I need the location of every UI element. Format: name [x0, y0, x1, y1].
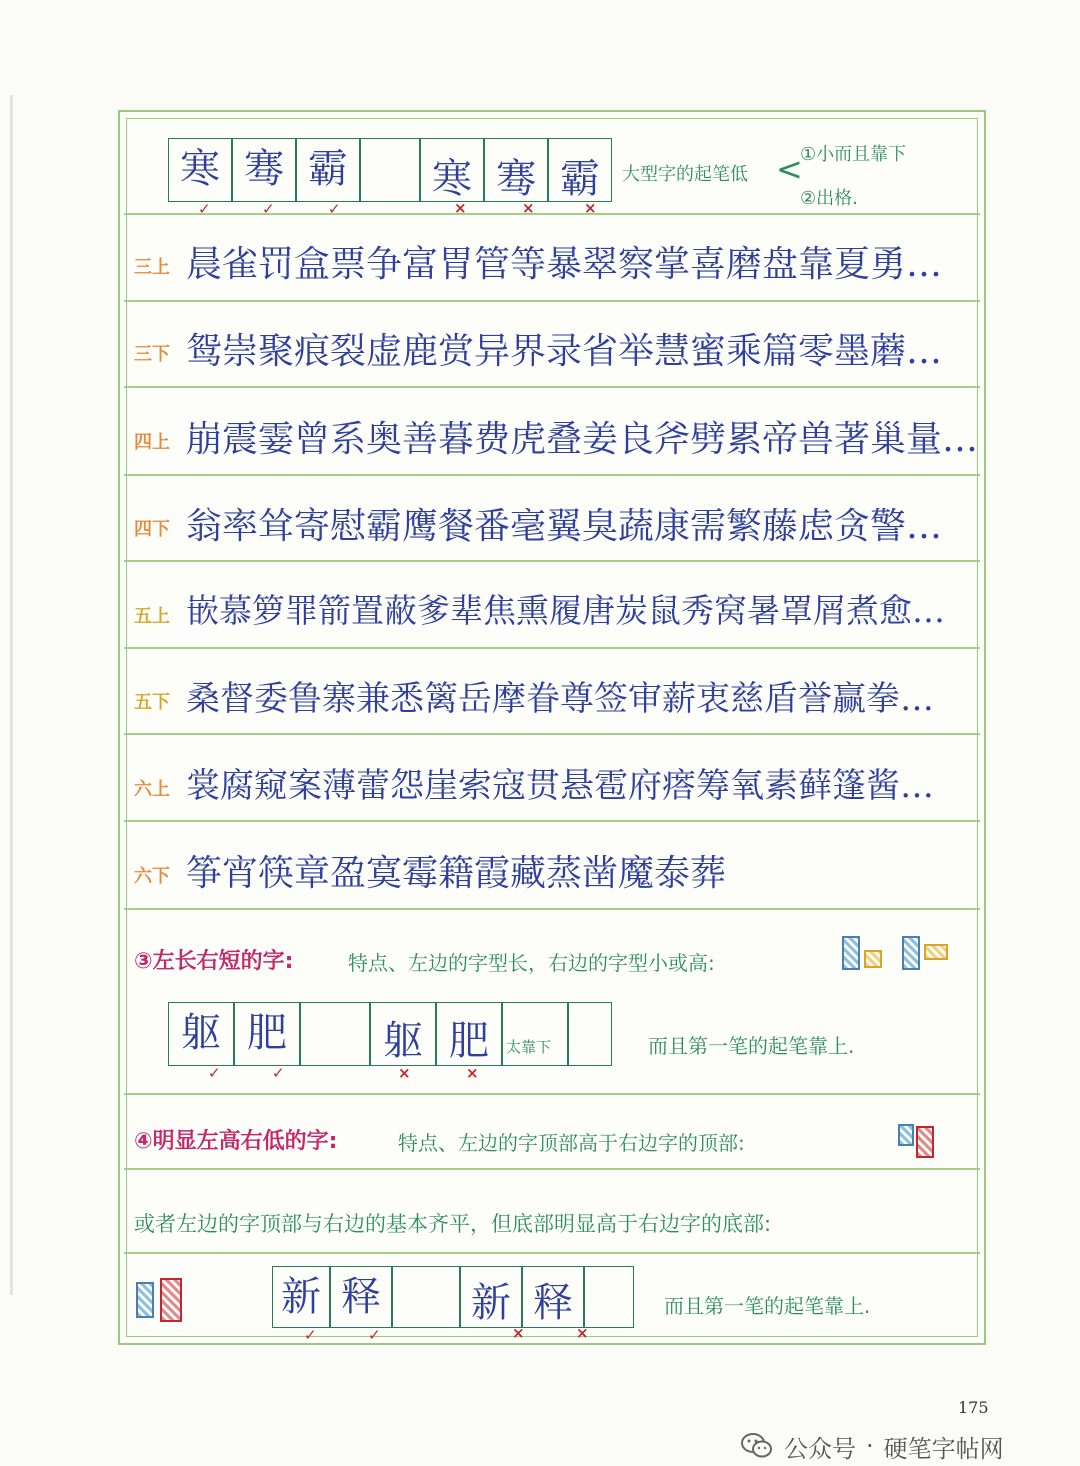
section4-title: ④明显左高右低的字:	[134, 1129, 338, 1154]
check-mark-icon: ✓	[198, 200, 211, 218]
brace-icon: <	[776, 150, 803, 188]
section3-desc: 特点、左边的字型长，右边的字型小或高:	[348, 951, 715, 975]
section3-note: 而且第一笔的起笔靠上.	[648, 1034, 855, 1058]
section4-desc2: 或者左边的字顶部与右边的基本齐平，但底部明显高于右边字的底部:	[134, 1212, 772, 1236]
row-label: 五下	[134, 692, 170, 713]
grid-cell-good: 躯	[168, 1002, 234, 1066]
wide-box-icon	[924, 944, 948, 960]
grid-cell-bad: 躯	[370, 1002, 436, 1066]
row-characters: 鸳崇聚痕裂虚鹿赏异界录省举慧蜜乘篇零墨蘑…	[186, 331, 943, 372]
cross-mark-icon: ×	[466, 1064, 479, 1082]
row-characters: 桑督委鲁寨兼悉篱岳摩眷尊签审薪衷慈盾誉赢拳…	[186, 679, 934, 719]
grid-cell-empty	[360, 138, 420, 202]
wechat-icon	[740, 1431, 774, 1461]
row-divider	[124, 386, 980, 388]
check-mark-icon: ✓	[304, 1326, 317, 1344]
row-divider	[124, 1093, 980, 1095]
row-characters: 翁率耸寄慰霸鹰餐番毫翼臭蔬康需繁藤虑贪警…	[186, 506, 943, 547]
row-label: 五上	[134, 606, 170, 627]
red-box-icon	[916, 1126, 934, 1158]
grid-cell-empty	[568, 1002, 612, 1066]
grid-cell-bad: 寒	[420, 138, 484, 202]
example1-point-2: ②出格.	[800, 188, 858, 209]
grid-cell-bad: 释	[522, 1266, 584, 1328]
row-label: 六上	[134, 779, 170, 800]
row-divider	[124, 1168, 980, 1170]
example1-note: 大型字的起笔低	[622, 164, 748, 185]
section3-title: ③左长右短的字:	[134, 949, 294, 974]
row-label: 三下	[134, 344, 170, 365]
short-box-icon	[864, 950, 882, 968]
row-divider	[124, 300, 980, 302]
grid-cell-bad: 新	[460, 1266, 522, 1328]
cross-mark-icon: ×	[512, 1324, 525, 1342]
tall-box-icon	[898, 1124, 914, 1146]
tall-box-icon	[842, 936, 860, 970]
grid-cell-good: 肥	[234, 1002, 300, 1066]
cross-mark-icon: ×	[576, 1324, 589, 1342]
cross-mark-icon: ×	[398, 1064, 411, 1082]
row-divider	[124, 733, 980, 735]
grid-cell-bad: 骞	[484, 138, 548, 202]
cross-mark-icon: ×	[584, 199, 597, 217]
grid-cell-good: 骞	[232, 138, 296, 202]
example1-point-1: ①小而且靠下	[800, 144, 907, 165]
page-frame	[118, 110, 986, 1345]
row-divider	[124, 820, 980, 822]
cross-mark-icon: ×	[522, 199, 535, 217]
check-mark-icon: ✓	[208, 1064, 221, 1082]
footer-account-name: 硬笔字帖网	[883, 1434, 1004, 1463]
footer-account-type: 公众号	[784, 1434, 856, 1463]
row-characters: 嵌慕箩罪箭置蔽爹辈焦熏履唐炭鼠秀窝暑罩屑煮愈…	[186, 591, 945, 630]
row-divider	[124, 560, 980, 562]
grid-cell-good: 新	[272, 1266, 330, 1328]
grid-cell-bad: 霸	[548, 138, 612, 202]
grid-cell-empty	[392, 1266, 460, 1328]
grid-cell-bad: 肥	[436, 1002, 502, 1066]
grid-cell-good: 霸	[296, 138, 360, 202]
row-divider	[124, 474, 980, 476]
grid-cell-good: 释	[330, 1266, 392, 1328]
grid-cell-good: 寒	[168, 138, 232, 202]
page-spine-shadow	[10, 95, 13, 1295]
row-label: 三上	[134, 257, 170, 278]
check-mark-icon: ✓	[368, 1326, 381, 1344]
red-box-icon	[160, 1278, 182, 1322]
grid-cell-empty	[300, 1002, 370, 1066]
footer-dot: ·	[866, 1432, 874, 1460]
tall-box-icon	[136, 1282, 154, 1318]
check-mark-icon: ✓	[272, 1064, 285, 1082]
row-label: 六下	[134, 866, 170, 887]
row-divider	[124, 908, 980, 910]
check-mark-icon: ✓	[262, 200, 275, 218]
row-divider	[124, 213, 980, 215]
watermark-footer	[740, 1428, 1004, 1464]
row-label: 四上	[134, 432, 170, 453]
row-characters: 崩震霎曾系奥善暮费虎叠姜良斧劈累帝兽著巢量…	[186, 419, 979, 460]
section4-note: 而且第一笔的起笔靠上.	[664, 1294, 871, 1318]
row-characters: 晨雀罚盒票争富胃管等暴翠察掌喜磨盘靠夏勇…	[186, 244, 943, 285]
row-divider	[124, 1252, 980, 1254]
row-divider	[124, 647, 980, 649]
row-characters: 裳腐窥案薄蕾怨崖索寇贯悬雹府瘩筹氧素藓篷酱…	[186, 766, 934, 806]
row-label: 四下	[134, 519, 170, 540]
grid-cell-empty	[584, 1266, 634, 1328]
section3-small-note: 太靠下	[506, 1038, 552, 1056]
row-characters: 筝宵筷章盈寞霉籍霞藏蒸凿魔泰葬	[186, 853, 727, 894]
cross-mark-icon: ×	[454, 199, 467, 217]
page-number: 175	[958, 1398, 989, 1417]
section4-desc: 特点、左边的字顶部高于右边字的顶部:	[398, 1131, 745, 1155]
tall-box-icon	[902, 936, 920, 970]
check-mark-icon: ✓	[328, 200, 341, 218]
